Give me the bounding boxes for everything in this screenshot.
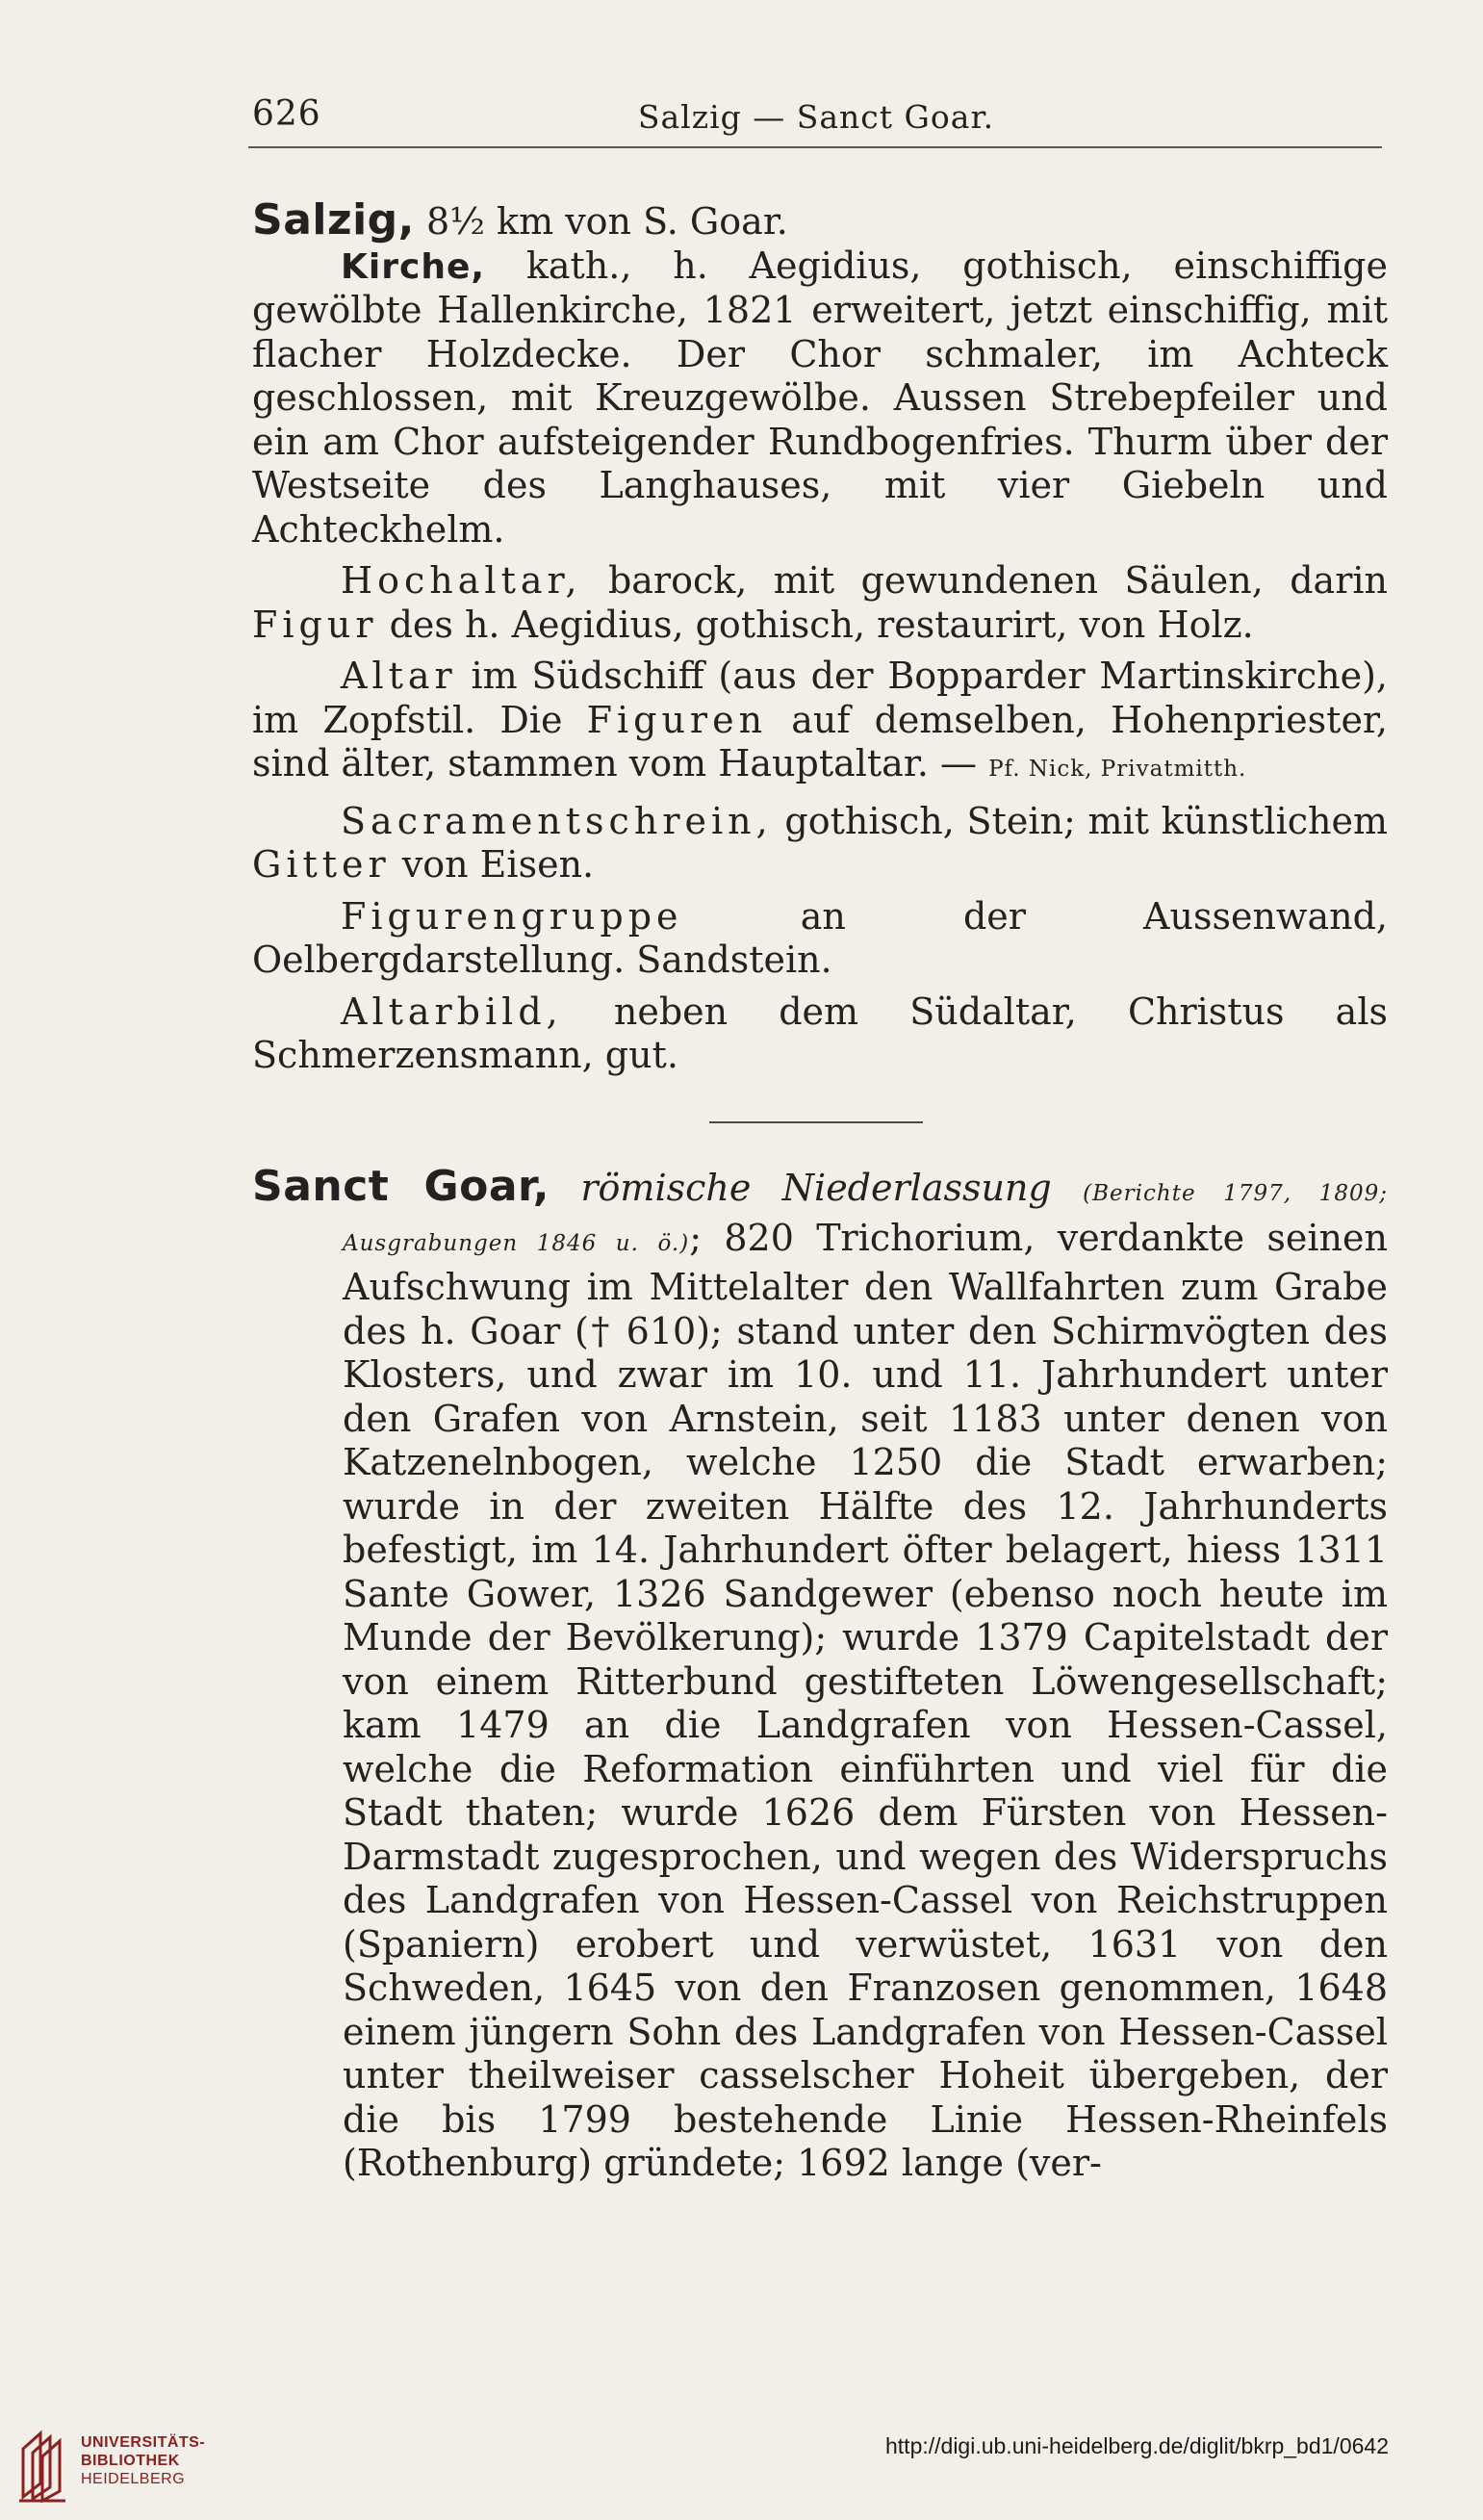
paragraph-figurengruppe: [252, 895, 1388, 983]
paragraph-kirche: [252, 244, 1388, 553]
page-header: [252, 94, 1380, 144]
header-rule: [248, 146, 1382, 148]
paragraph-hochaltar: [252, 559, 1388, 647]
library-name-line-3: HEIDELBERG: [81, 2471, 186, 2487]
library-logo: [17, 2428, 206, 2503]
term-sacramentschrein: Sacramentschrein,: [341, 799, 773, 842]
running-title: Salzig — Sanct Goar.: [637, 98, 995, 136]
section-divider: [709, 1121, 923, 1123]
term-figurengruppe: Figurengruppe: [341, 894, 683, 938]
sanct-goar-italic: römische Niederlassung: [549, 1167, 1084, 1209]
entry-title-sanct-goar: Sanct Goar,: [252, 1162, 550, 1211]
sanct-goar-text: ; 820 Trichorium, verdankte seinen Aufschwung im Mittelalter den Wallfahrten zum Grabe des h. Goar († 610); stand unter den Schirmvögten des Klosters, und zwar im 10. und 11. Jahrhundert unter den Grafen von Arnstein, seit 1183 unter denen von Katzenelnbogen, welche 1250 die Stadt erwarben; wurde in der zweiten Hälfte des 12. Jahrhunderts befestigt, im 14. Jahrhundert öfter belagert, hiess 1311 Sante Gower, 1326 Sandgewer (ebenso noch heute im Munde der Bevölkerung); wurde 1379 Capitelstadt der von einem Ritterbund gestifteten Löwengesellschaft; kam 1479 an die Landgrafen von Hessen-Cassel, welche die Reformation einführten und viel für die Stadt thaten; wurde 1626 dem Fürsten von Hessen-Darmstadt zugesprochen, und wegen des Widerspruchs des Landgrafen von Hessen-Cassel von Reichstruppen (Spaniern) erobert und verwüstet, 1631 von den Schweden, 1645 von den Franzosen genommen, 1648 einem jüngern Sohn des Landgrafen von Hessen-Cassel unter theilweiser casselscher Hoheit übergeben, der die bis 1799 bestehende Linie Hessen-Rheinfels (Rothenburg) gründete; 1692 lange (ver-: [343, 1216, 1388, 2184]
library-name-line-2: BIBLIOTHEK: [81, 2453, 180, 2469]
term-figuren: Figuren: [586, 698, 768, 741]
entry-salzig: [252, 195, 1388, 1078]
altarbild-text: neben dem Südaltar, Christus als Schmerzensmann, gut.: [252, 990, 1388, 1076]
library-name: [81, 2433, 205, 2488]
entry-sanct-goar: [252, 1162, 1388, 2186]
term-hochaltar: Hochaltar,: [341, 559, 582, 602]
term-gitter: Gitter: [252, 843, 391, 886]
paragraph-altar: [252, 655, 1388, 792]
kirche-text: kath., h. Aegidius, gothisch, einschiffige gewölbte Hallenkirche, 1821 erweitert, jetzt einschiffig, mit flacher Holzdecke. Der Chor schmaler, im Achteck geschlossen, mit Kreuzgewölbe. Aussen Strebepfeiler und ein am Chor aufsteigender Rundbogenfries. Thurm über der Westseite des Langhauses, mit vier Giebeln und Achteckhelm.: [252, 244, 1388, 551]
source-url[interactable]: http://digi.ub.uni-heidelberg.de/diglit/bkrp_bd1/0642: [885, 2433, 1389, 2458]
sacrament-text-a: gothisch, Stein; mit künstlichem: [772, 799, 1388, 842]
term-altarbild: Altarbild,: [341, 990, 563, 1033]
term-figur: Figur: [252, 603, 378, 646]
paragraph-altarbild: [252, 990, 1388, 1078]
sacrament-text-b: von Eisen.: [390, 843, 595, 886]
sanct-goar-refs: (Berichte 1797, 1809; Ausgrabungen 1846 u. ö.): [343, 1181, 1388, 1256]
hochaltar-text-a: barock, mit gewundenen Säulen, darin: [581, 559, 1388, 602]
entry-heading: [252, 195, 1388, 244]
altar-text-b: auf demselben, Hohenpriester, sind älter, stammen vom Hauptaltar. —: [252, 698, 1388, 784]
page-number: 626: [252, 94, 321, 134]
hochaltar-text-b: des h. Aegidius, gothisch, restaurirt, von Holz.: [377, 603, 1254, 646]
entry-subtitle: 8½ km von S. Goar.: [425, 200, 788, 243]
paragraph-sanct-goar: [252, 1162, 1388, 2186]
library-name-line-1: UNIVERSITÄTS-: [81, 2434, 206, 2451]
figurengruppe-text: an der Aussenwand, Oelbergdarstellung. Sandstein.: [252, 894, 1388, 981]
entry-title: Salzig,: [252, 195, 415, 244]
library-logo-icon: [17, 2428, 71, 2503]
lemma-kirche: Kirche,: [341, 246, 486, 287]
altar-text-a: im Südschiff (aus der Bopparder Martinskirche), im Zopfstil. Die: [252, 655, 1388, 741]
altar-source: Pf. Nick, Privatmitth.: [988, 757, 1247, 782]
paragraph-sacramentschrein: [252, 800, 1388, 887]
term-altar: Altar: [341, 655, 457, 697]
